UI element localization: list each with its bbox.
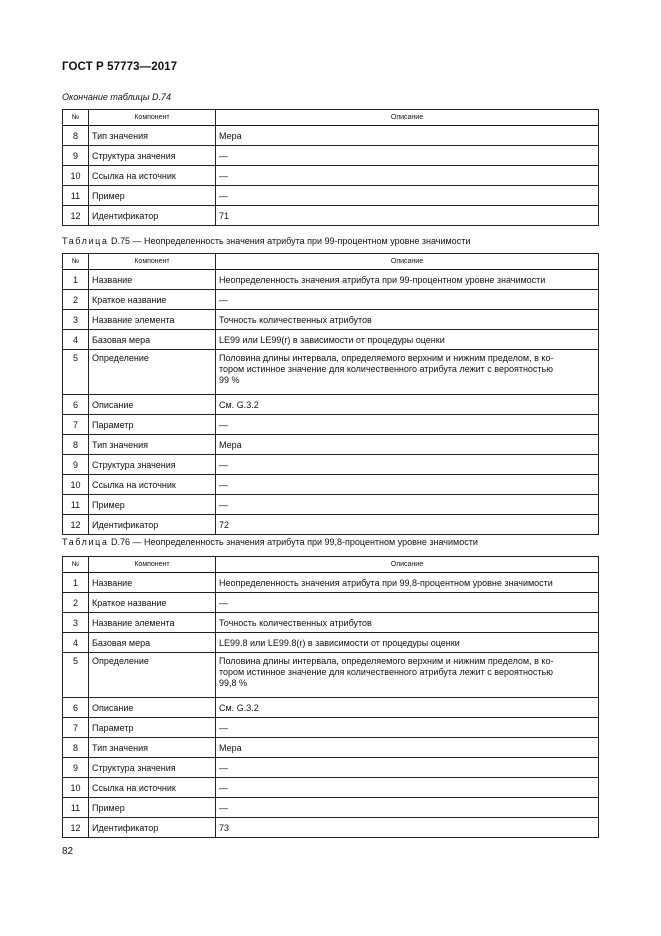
row-num: 8 [63,126,89,146]
row-description [216,653,599,698]
row-description: — [216,495,599,515]
row-description: — [216,146,599,166]
table-row [63,270,599,290]
row-component: Тип значения [89,435,216,455]
row-component: Определение [89,653,216,698]
row-num: 12 [63,515,89,535]
table-row [63,613,599,633]
description-line: 99,8 % [219,678,248,688]
continuation-caption: Окончание таблицы D.74 [62,92,171,102]
description-line: Половина длины интервала, определяемого верхним и нижним пределом, в ко- [219,353,554,363]
table-row [63,350,599,395]
table-row [63,698,599,718]
row-num: 4 [63,633,89,653]
table-row [63,593,599,613]
row-description: Неопределенность значения атрибута при 99-процентном уровне значимости [216,270,599,290]
row-num: 1 [63,270,89,290]
row-num: 9 [63,455,89,475]
row-num: 11 [63,186,89,206]
row-num: 6 [63,698,89,718]
row-component: Краткое название [89,593,216,613]
row-description: — [216,166,599,186]
row-description: 71 [216,206,599,226]
row-description: 73 [216,818,599,838]
row-description: Точность количественных атрибутов [216,613,599,633]
row-component: Название элемента [89,310,216,330]
row-num: 5 [63,350,89,395]
row-description: — [216,798,599,818]
table-d76 [62,556,599,838]
description-line: тором истинное значение для количественного атрибута лежит с вероятностью [219,667,553,677]
row-num: 8 [63,435,89,455]
row-num: 1 [63,573,89,593]
row-num: 8 [63,738,89,758]
table-row [63,758,599,778]
row-description: См. G.3.2 [216,698,599,718]
description-line: тором истинное значение для количественного атрибута лежит с вероятностью [219,364,553,374]
row-num: 10 [63,166,89,186]
row-component: Пример [89,495,216,515]
table-row [63,310,599,330]
row-description [216,350,599,395]
row-component: Структура значения [89,758,216,778]
table-row [63,206,599,226]
col-header-num: № [63,254,89,270]
table-row [63,435,599,455]
row-component: Ссылка на источник [89,778,216,798]
row-description: Неопределенность значения атрибута при 99,8-процентном уровне значимости [216,573,599,593]
col-header-component: Компонент [89,110,216,126]
table-row [63,653,599,698]
row-description: Мера [216,126,599,146]
row-component: Ссылка на источник [89,475,216,495]
table-row [63,186,599,206]
table-d76-caption [62,537,478,547]
row-num: 4 [63,330,89,350]
row-num: 9 [63,758,89,778]
row-component: Структура значения [89,146,216,166]
row-description: — [216,778,599,798]
caption-prefix: Таблица [62,537,109,547]
row-description: — [216,290,599,310]
col-header-description: Описание [216,110,599,126]
table-row [63,515,599,535]
table-row [63,778,599,798]
row-component: Базовая мера [89,330,216,350]
row-component: Определение [89,350,216,395]
row-description: — [216,593,599,613]
row-description: — [216,475,599,495]
row-num: 11 [63,798,89,818]
col-header-component: Компонент [89,557,216,573]
page-number: 82 [62,846,74,857]
row-component: Параметр [89,718,216,738]
row-component: Идентификатор [89,818,216,838]
table-row [63,798,599,818]
row-component: Описание [89,395,216,415]
col-header-num: № [63,557,89,573]
row-description: — [216,718,599,738]
row-num: 10 [63,475,89,495]
row-num: 6 [63,395,89,415]
row-component: Краткое название [89,290,216,310]
row-component: Пример [89,798,216,818]
row-description: — [216,415,599,435]
table-row [63,126,599,146]
row-description: См. G.3.2 [216,395,599,415]
row-component: Тип значения [89,126,216,146]
row-num: 10 [63,778,89,798]
table-row [63,395,599,415]
table-row [63,573,599,593]
row-description: Мера [216,435,599,455]
row-component: Идентификатор [89,206,216,226]
row-num: 5 [63,653,89,698]
row-num: 12 [63,206,89,226]
row-component: Пример [89,186,216,206]
col-header-component: Компонент [89,254,216,270]
row-component: Название [89,573,216,593]
table-row [63,166,599,186]
row-num: 11 [63,495,89,515]
description-line: 99 % [219,375,240,385]
row-component: Название элемента [89,613,216,633]
row-description: LE99 или LE99(r) в зависимости от процедуры оценки [216,330,599,350]
table-row [63,738,599,758]
row-description: — [216,186,599,206]
row-description: Мера [216,738,599,758]
row-description: — [216,758,599,778]
caption-prefix: Таблица [62,236,109,246]
caption-text: D.75 — Неопределенность значения атрибута при 99-процентном уровне значимости [108,236,471,246]
table-d74 [62,109,599,226]
row-component: Структура значения [89,455,216,475]
row-num: 7 [63,718,89,738]
description-line: Половина длины интервала, определяемого верхним и нижним пределом, в ко- [219,656,554,666]
row-component: Базовая мера [89,633,216,653]
row-component: Название [89,270,216,290]
table-row [63,718,599,738]
row-num: 2 [63,593,89,613]
row-component: Идентификатор [89,515,216,535]
row-description: Точность количественных атрибутов [216,310,599,330]
table-row [63,146,599,166]
col-header-description: Описание [216,254,599,270]
row-component: Параметр [89,415,216,435]
caption-text: D.76 — Неопределенность значения атрибута при 99,8-процентном уровне значимости [108,537,478,547]
row-num: 3 [63,613,89,633]
table-row [63,455,599,475]
table-d75 [62,253,599,535]
table-d75-caption [62,236,470,246]
row-description: — [216,455,599,475]
table-row [63,475,599,495]
document-header: ГОСТ Р 57773—2017 [62,61,178,73]
row-component: Ссылка на источник [89,166,216,186]
table-row [63,415,599,435]
row-component: Описание [89,698,216,718]
table-row [63,818,599,838]
row-component: Тип значения [89,738,216,758]
row-description: 72 [216,515,599,535]
row-num: 2 [63,290,89,310]
table-row [63,633,599,653]
row-num: 12 [63,818,89,838]
row-description: LE99.8 или LE99.8(r) в зависимости от процедуры оценки [216,633,599,653]
col-header-description: Описание [216,557,599,573]
row-num: 7 [63,415,89,435]
row-num: 3 [63,310,89,330]
table-row [63,330,599,350]
table-row [63,290,599,310]
table-row [63,495,599,515]
row-num: 9 [63,146,89,166]
col-header-num: № [63,110,89,126]
